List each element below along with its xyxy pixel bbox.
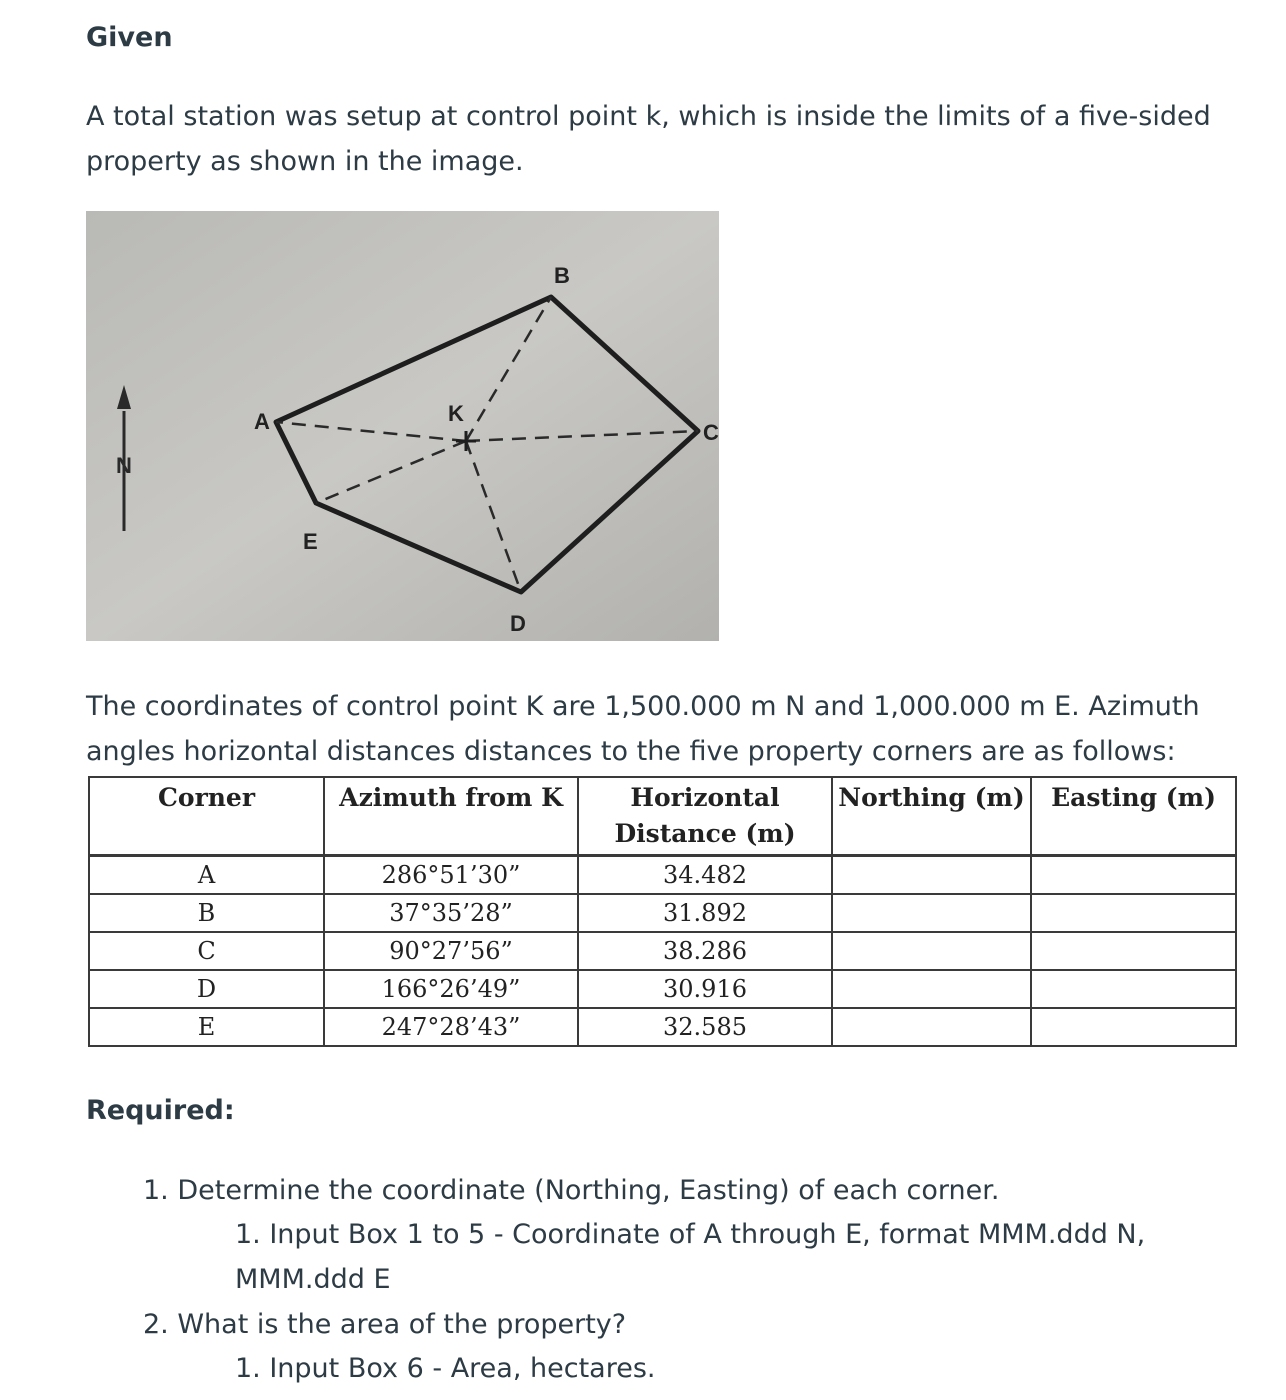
required-heading: Required:	[86, 1095, 235, 1126]
azimuth-cell: 286°51’30”	[324, 856, 578, 895]
northing-cell	[832, 1008, 1031, 1046]
northing-cell	[832, 894, 1031, 932]
intro-paragraph: A total station was setup at control point k, which is inside the limits of a five-sided property as shown in the image.	[86, 101, 1211, 177]
azimuth-cell: 247°28’43”	[324, 1008, 578, 1046]
northing-cell	[832, 856, 1031, 895]
azimuth-cell: 37°35’28”	[324, 894, 578, 932]
distance-cell: 34.482	[578, 856, 832, 895]
required-subitem-2-1: 1. Input Box 6 - Area, hectares.	[235, 1353, 656, 1384]
header-northing: Northing (m)	[832, 777, 1031, 856]
required-subitem-1-1: 1. Input Box 1 to 5 - Coordinate of A through E, format MMM.ddd N, MMM.ddd E	[235, 1219, 1146, 1295]
header-distance: Horizontal Distance (m)	[578, 777, 832, 856]
coordinates-table	[88, 776, 1237, 1047]
table-row	[89, 894, 1236, 932]
table-row	[89, 1008, 1236, 1046]
easting-cell	[1031, 894, 1236, 932]
point-label-b: B	[554, 263, 570, 288]
corner-cell: B	[89, 894, 324, 932]
distance-cell: 38.286	[578, 932, 832, 970]
easting-cell	[1031, 932, 1236, 970]
north-label: N	[116, 453, 132, 478]
northing-cell	[832, 932, 1031, 970]
given-heading: Given	[86, 22, 173, 53]
required-item-2: 2. What is the area of the property?	[143, 1309, 627, 1340]
azimuth-cell: 166°26’49”	[324, 970, 578, 1008]
point-label-a: A	[254, 409, 270, 434]
table-row	[89, 970, 1236, 1008]
point-label-e: E	[303, 529, 318, 554]
azimuth-cell: 90°27’56”	[324, 932, 578, 970]
corner-cell: A	[89, 856, 324, 895]
header-azimuth: Azimuth from K	[324, 777, 578, 856]
point-label-d: D	[510, 611, 526, 636]
table-header-row	[89, 777, 1236, 856]
coordinates-paragraph: The coordinates of control point K are 1,500.000 m N and 1,000.000 m E. Azimuth angles horizontal distances distances to the five property corners are as follows:	[86, 691, 1200, 767]
northing-cell	[832, 970, 1031, 1008]
corner-cell: D	[89, 970, 324, 1008]
easting-cell	[1031, 1008, 1236, 1046]
point-label-k: K	[448, 401, 464, 426]
photo-background	[86, 211, 719, 641]
property-diagram-figure	[86, 211, 719, 641]
corner-cell: C	[89, 932, 324, 970]
point-label-c: C	[703, 420, 719, 445]
distance-cell: 31.892	[578, 894, 832, 932]
distance-cell: 32.585	[578, 1008, 832, 1046]
table-row	[89, 856, 1236, 895]
table-row	[89, 932, 1236, 970]
required-item-1: 1. Determine the coordinate (Northing, Easting) of each corner.	[143, 1175, 1000, 1206]
header-corner: Corner	[89, 777, 324, 856]
easting-cell	[1031, 970, 1236, 1008]
corner-cell: E	[89, 1008, 324, 1046]
easting-cell	[1031, 856, 1236, 895]
header-easting: Easting (m)	[1031, 777, 1236, 856]
distance-cell: 30.916	[578, 970, 832, 1008]
